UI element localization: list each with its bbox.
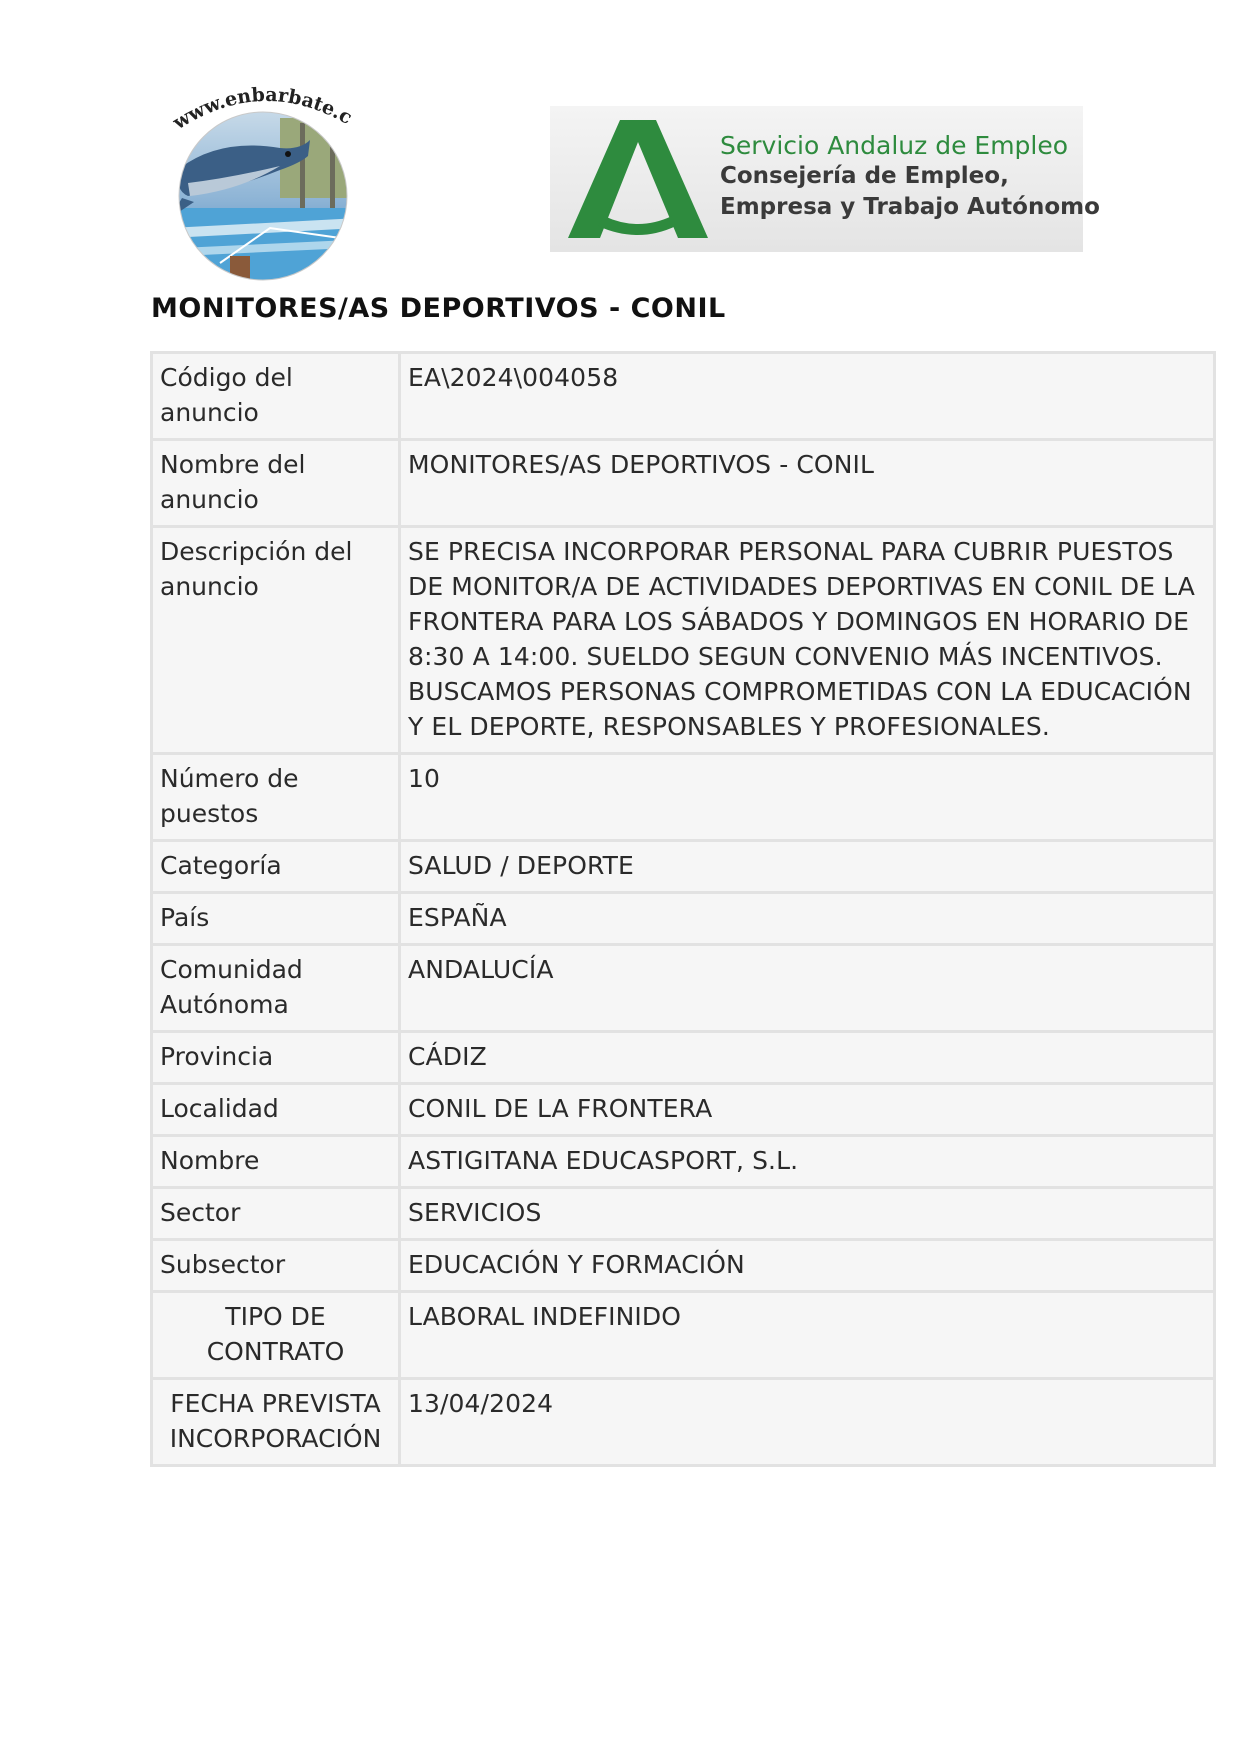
- junta-andalucia-a-icon: [568, 120, 708, 238]
- row-value: CÁDIZ: [400, 1032, 1215, 1084]
- row-label: Número de puestos: [152, 754, 400, 841]
- table-row: [152, 945, 1215, 1032]
- row-label: Localidad: [152, 1084, 400, 1136]
- row-label: Descripción del anuncio: [152, 527, 400, 754]
- enbarbate-badge-icon: [160, 78, 366, 284]
- table-row: [152, 1084, 1215, 1136]
- table-row: [152, 1240, 1215, 1292]
- row-label: País: [152, 893, 400, 945]
- enbarbate-logo: [160, 78, 366, 284]
- table-row: [152, 893, 1215, 945]
- row-label: Sector: [152, 1188, 400, 1240]
- row-value: SERVICIOS: [400, 1188, 1215, 1240]
- sae-consejeria-line2: Empresa y Trabajo Autónomo: [720, 194, 1100, 220]
- table-row: [152, 754, 1215, 841]
- sae-logo: [550, 106, 1100, 252]
- row-label: Nombre del anuncio: [152, 440, 400, 527]
- table-row: [152, 353, 1215, 440]
- row-label: TIPO DE CONTRATO: [152, 1292, 400, 1379]
- row-label: FECHA PREVISTA INCORPORACIÓN: [152, 1379, 400, 1466]
- table-row: [152, 1188, 1215, 1240]
- row-value: LABORAL INDEFINIDO: [400, 1292, 1215, 1379]
- page-title: MONITORES/AS DEPORTIVOS - CONIL: [151, 293, 726, 324]
- row-label: Categoría: [152, 841, 400, 893]
- row-value: SE PRECISA INCORPORAR PERSONAL PARA CUBRIR PUESTOS DE MONITOR/A DE ACTIVIDADES DEPORTIVAS EN CONIL DE LA FRONTERA PARA LOS SÁBADOS Y DOMINGOS EN HORARIO DE 8:30 A 14:00. SUELDO SEGUN CONVENIO MÁS INCENTIVOS. BUSCAMOS PERSONAS COMPROMETIDAS CON LA EDUCACIÓN Y EL DEPORTE, RESPONSABLES Y PROFESIONALES.: [400, 527, 1215, 754]
- job-offer-table: [150, 351, 1216, 1467]
- row-value: SALUD / DEPORTE: [400, 841, 1215, 893]
- table-row: [152, 440, 1215, 527]
- row-value: EA\2024\004058: [400, 353, 1215, 440]
- table-row: [152, 1379, 1215, 1466]
- row-value: ANDALUCÍA: [400, 945, 1215, 1032]
- table-row: [152, 841, 1215, 893]
- svg-text:www.enbarbate.com: www.enbarbate.c: [169, 83, 356, 135]
- table-row: [152, 1136, 1215, 1188]
- row-label: Código del anuncio: [152, 353, 400, 440]
- row-value: MONITORES/AS DEPORTIVOS - CONIL: [400, 440, 1215, 527]
- row-value: EDUCACIÓN Y FORMACIÓN: [400, 1240, 1215, 1292]
- table-row: [152, 1292, 1215, 1379]
- table-row: [152, 1032, 1215, 1084]
- table-row: [152, 527, 1215, 754]
- sae-name: Servicio Andaluz de Empleo: [720, 131, 1069, 160]
- row-value: ASTIGITANA EDUCASPORT, S.L.: [400, 1136, 1215, 1188]
- row-label: Provincia: [152, 1032, 400, 1084]
- sae-consejeria-line1: Consejería de Empleo,: [720, 163, 1009, 189]
- row-label: Subsector: [152, 1240, 400, 1292]
- row-label: Comunidad Autónoma: [152, 945, 400, 1032]
- row-value: ESPAÑA: [400, 893, 1215, 945]
- row-value: 10: [400, 754, 1215, 841]
- row-value: 13/04/2024: [400, 1379, 1215, 1466]
- row-label: Nombre: [152, 1136, 400, 1188]
- row-value: CONIL DE LA FRONTERA: [400, 1084, 1215, 1136]
